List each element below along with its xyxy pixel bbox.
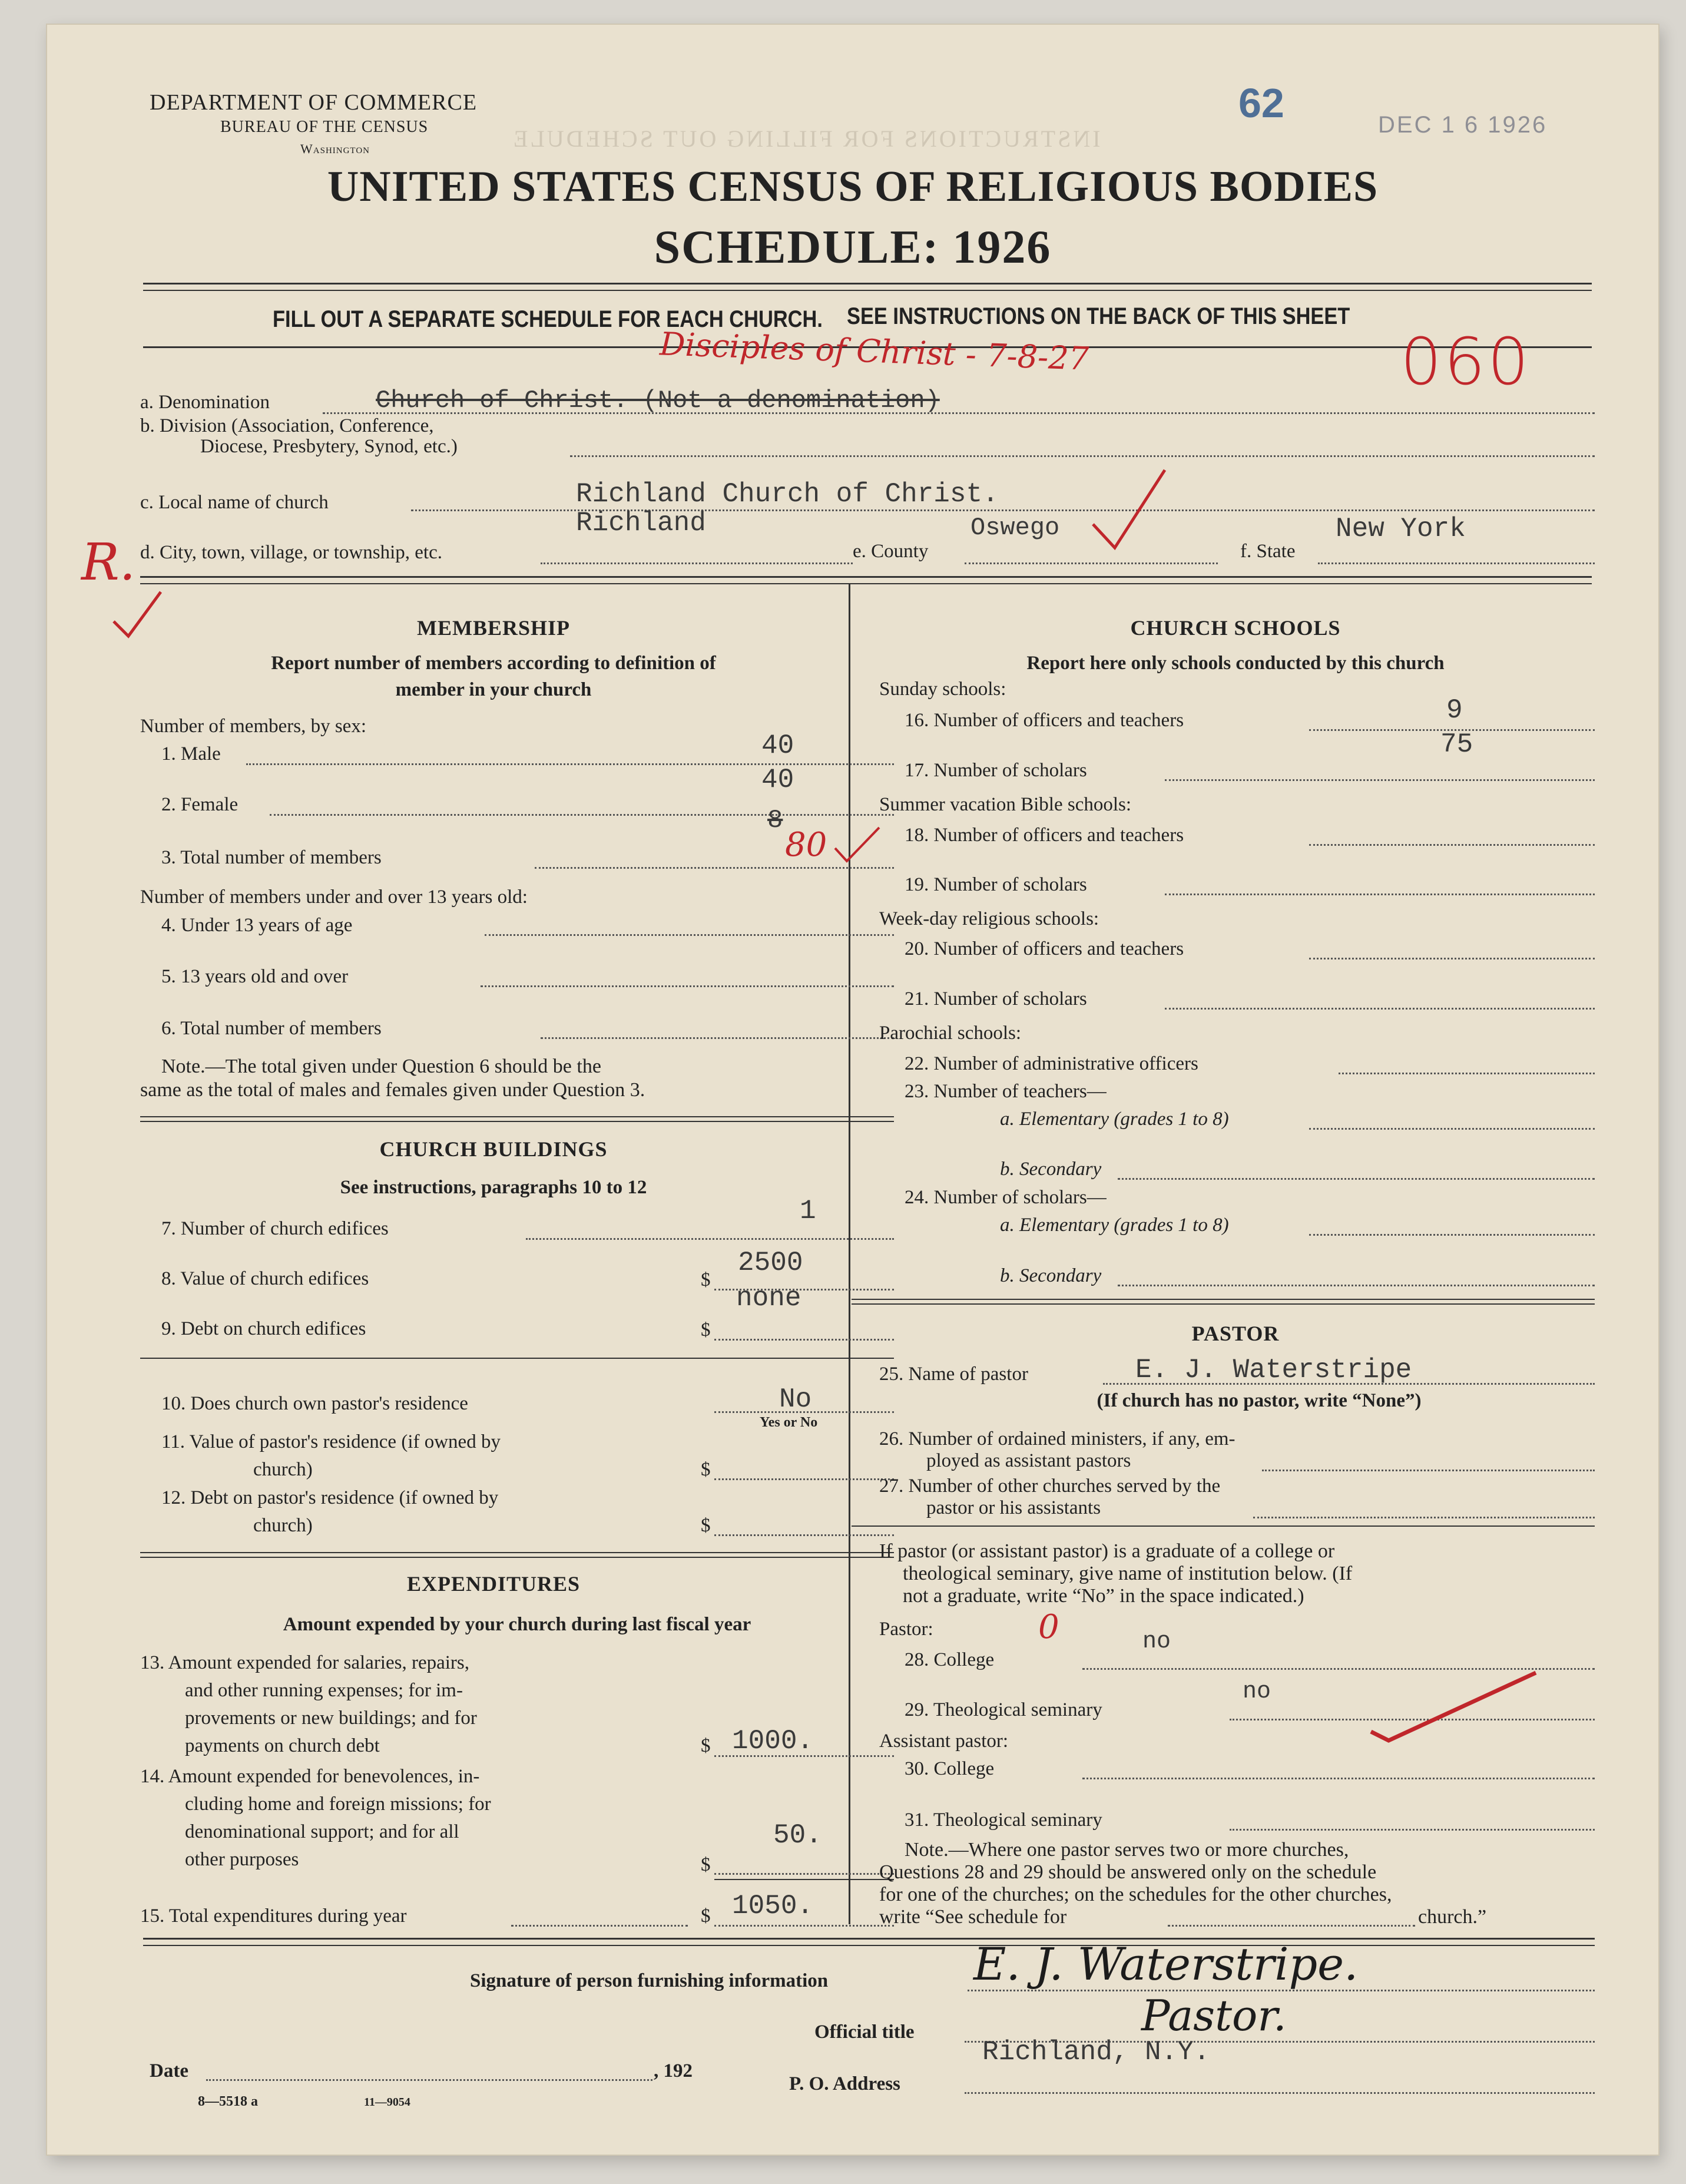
signature-label: Signature of person furnishing information (470, 1970, 829, 1991)
q24a-label: a. Elementary (grades 1 to 8) (1000, 1215, 1229, 1236)
q24b-line (1118, 1285, 1595, 1286)
pastor-note-4b: church.” (1418, 1906, 1487, 1928)
q1-label: 1. Male (161, 743, 221, 765)
title-rule-top (143, 283, 1592, 284)
schools-rule-2 (852, 1303, 1595, 1305)
by-sex-label: Number of members, by sex: (140, 716, 366, 737)
q3-line (535, 867, 894, 869)
pastor-note-2: Questions 28 and 29 should be answered only on the schedule (879, 1861, 1377, 1883)
q6-label: 6. Total number of members (161, 1018, 382, 1039)
q9-value: none (736, 1283, 801, 1313)
q14-label-3: denominational support; and for all (185, 1821, 459, 1842)
q15-value: 1050. (732, 1891, 814, 1921)
date-label: Date (150, 2060, 188, 2082)
official-title-label: Official title (814, 2021, 915, 2043)
q17-value: 75 (1440, 729, 1473, 760)
q24-label: 24. Number of scholars— (905, 1187, 1107, 1208)
graduate-instructions-2: theological seminary, give name of institution below. (If (903, 1563, 1353, 1584)
q23a-label: a. Elementary (grades 1 to 8) (1000, 1108, 1229, 1130)
q15-line (511, 1925, 688, 1927)
pastor-rule (852, 1526, 1595, 1527)
official-title-value: Pastor. (1141, 1991, 1287, 2040)
q24a-line (1309, 1234, 1595, 1236)
q23b-line (1118, 1178, 1595, 1180)
q28-label: 28. College (905, 1649, 995, 1670)
state-line (1318, 562, 1595, 564)
q20-line (1309, 958, 1595, 959)
q26-line (1262, 1470, 1595, 1471)
q28-value: no (1142, 1629, 1171, 1655)
q7-line (526, 1238, 894, 1240)
q20-label: 20. Number of officers and teachers (905, 938, 1184, 959)
local-name-label: c. Local name of church (140, 492, 329, 513)
date-year: , 192 (654, 2060, 693, 2082)
q26-label: 26. Number of ordained ministers, if any, em- (879, 1428, 1235, 1450)
q7-value: 1 (800, 1196, 816, 1226)
membership-rule (140, 1116, 894, 1117)
county-line (965, 562, 1218, 564)
county-value: Oswego (970, 514, 1060, 542)
q18-line (1309, 844, 1595, 846)
buildings-rule-2 (140, 1557, 894, 1558)
pastor-heading: PASTOR (1191, 1322, 1280, 1345)
division-label: b. Division (Association, Conference, (140, 415, 434, 436)
signature-value: E. J. Waterstripe. (973, 1938, 1359, 1990)
form-number: 8—5518 a (198, 2094, 258, 2109)
q14-line (714, 1873, 894, 1875)
q9-dollar: $ (701, 1319, 711, 1341)
graduate-instructions: If pastor (or assistant pastor) is a graduate of a college or (879, 1540, 1335, 1562)
parochial-schools-label: Parochial schools: (879, 1022, 1022, 1044)
instruction-back: SEE INSTRUCTIONS ON THE BACK OF THIS SHEET (847, 303, 1350, 329)
q11-label: 11. Value of pastor's residence (if owned by (161, 1431, 501, 1452)
section-rule-2 (140, 583, 1592, 584)
q30-label: 30. College (905, 1758, 995, 1779)
membership-note: Note.—The total given under Question 6 should be the (161, 1055, 601, 1077)
census-form-page (46, 24, 1659, 2156)
q8-dollar: $ (701, 1269, 711, 1290)
q16-label: 16. Number of officers and teachers (905, 710, 1184, 731)
q31-line (1230, 1829, 1595, 1831)
q11-label-2: church) (253, 1459, 313, 1480)
column-divider (849, 584, 850, 1924)
q4-label: 4. Under 13 years of age (161, 915, 353, 936)
city-value: Richland (576, 508, 706, 538)
pastor-note-3: for one of the churches; on the schedules for the other churches, (879, 1884, 1392, 1905)
q12-dollar: $ (701, 1515, 711, 1536)
q27-label-2: pastor or his assistants (926, 1497, 1101, 1518)
q8-value: 2500 (738, 1247, 803, 1278)
q8-label: 8. Value of church edifices (161, 1268, 369, 1289)
yes-no-hint: Yes or No (760, 1415, 818, 1430)
q11-line (714, 1478, 894, 1480)
division-label-2: Diocese, Presbytery, Synod, etc.) (200, 436, 458, 457)
q2-value: 40 (761, 765, 794, 795)
footer-rule-2 (143, 1945, 1595, 1946)
q24b-label: b. Secondary (1000, 1265, 1102, 1286)
margin-mark: R. (81, 533, 136, 592)
q22-line (1339, 1073, 1595, 1074)
q5-label: 5. 13 years old and over (161, 966, 349, 987)
division-line (570, 455, 1595, 457)
q3-value: 80 (785, 826, 827, 864)
q18-label: 18. Number of officers and teachers (905, 825, 1184, 846)
q14-label: 14. Amount expended for benevolences, in- (140, 1766, 480, 1787)
q21-line (1165, 1008, 1595, 1010)
q17-line (1165, 779, 1595, 781)
buildings-heading: CHURCH BUILDINGS (379, 1137, 608, 1161)
city-label: d. City, town, village, or township, etc. (140, 542, 442, 563)
state-label: f. State (1240, 541, 1296, 562)
q10-line (714, 1411, 894, 1413)
q29-value: no (1243, 1679, 1271, 1705)
q4-line (485, 934, 894, 936)
q13-label-4: payments on church debt (185, 1735, 380, 1756)
q9-line (714, 1339, 894, 1341)
expenditures-heading: EXPENDITURES (406, 1572, 581, 1596)
sunday-schools-label: Sunday schools: (879, 679, 1006, 700)
q10-label: 10. Does church own pastor's residence (161, 1393, 468, 1414)
pastor-subhead: Pastor: (879, 1619, 933, 1640)
q3-check-icon (832, 825, 885, 866)
q25-label: 25. Name of pastor (879, 1364, 1028, 1385)
assistant-subhead: Assistant pastor: (879, 1730, 1009, 1752)
q9-label: 9. Debt on church edifices (161, 1318, 366, 1339)
q2-label: 2. Female (161, 794, 239, 815)
q6-line (541, 1037, 894, 1039)
membership-note-2: same as the total of males and females given under Question 3. (140, 1079, 645, 1101)
po-address-value: Richland, N.Y. (982, 2037, 1210, 2067)
q1-line (246, 763, 894, 765)
q23b-label: b. Secondary (1000, 1159, 1102, 1180)
q5-line (481, 985, 894, 987)
buildings-mid-rule (140, 1358, 894, 1359)
q25-note: (If church has no pastor, write “None”) (1097, 1390, 1422, 1411)
q22-label: 22. Number of administrative officers (905, 1053, 1198, 1074)
stamp-number: 62 (1238, 80, 1284, 126)
q14-label-4: other purposes (185, 1849, 299, 1870)
dept-name: DEPARTMENT OF COMMERCE (150, 90, 478, 115)
q23a-line (1309, 1128, 1595, 1130)
q16-value: 9 (1446, 695, 1463, 726)
buildings-intro: See instructions, paragraphs 10 to 12 (340, 1177, 647, 1198)
q25-value: E. J. Waterstripe (1135, 1355, 1412, 1385)
q13-value: 1000. (732, 1726, 814, 1756)
membership-heading: MEMBERSHIP (416, 616, 570, 640)
q27-line (1253, 1517, 1595, 1518)
q7-label: 7. Number of church edifices (161, 1218, 389, 1239)
denomination-label: a. Denomination (140, 392, 270, 413)
q11-dollar: $ (701, 1459, 711, 1480)
title-rule-top2 (143, 290, 1592, 291)
print-number: 11—9054 (364, 2096, 410, 2109)
po-address-line (965, 2092, 1595, 2094)
q21-label: 21. Number of scholars (905, 988, 1087, 1010)
q19-line (1165, 894, 1595, 895)
membership-rule-2 (140, 1121, 894, 1122)
pastor-note-4: write “See schedule for (879, 1906, 1067, 1928)
q31-label: 31. Theological seminary (905, 1809, 1102, 1831)
denomination-value: Church of Christ. (Not a denomination) (376, 386, 940, 415)
q1-value: 40 (761, 730, 794, 761)
q2-line (270, 814, 894, 816)
q14-label-2: cluding home and foreign missions; for (185, 1793, 491, 1815)
city-name: Washington (300, 141, 370, 156)
q10-value: No (779, 1384, 812, 1415)
q14-dollar: $ (701, 1854, 711, 1875)
q14-rule (714, 1879, 894, 1880)
q30-line (1082, 1778, 1595, 1779)
q15-label: 15. Total expenditures during year (140, 1905, 407, 1927)
denomination-line (323, 412, 1595, 414)
q13-dollar: $ (701, 1735, 711, 1756)
schools-rule (852, 1299, 1595, 1300)
schedule-title: SCHEDULE: 1926 (654, 221, 1052, 273)
instruction-separate: FILL OUT A SEPARATE SCHEDULE FOR EACH CHURCH. (273, 306, 823, 332)
local-name-value: Richland Church of Christ. (576, 479, 999, 509)
membership-intro-2: member in your church (395, 679, 592, 700)
received-date-stamp: DEC 1 6 1926 (1378, 112, 1548, 138)
approval-check-icon (1365, 1667, 1542, 1749)
q2-struck-value: 8 (767, 806, 783, 835)
red-denomination-note: Disciples of Christ - 7-8-27 (659, 325, 1090, 378)
q12-line (714, 1534, 894, 1536)
footer-rule (143, 1938, 1595, 1940)
by-age-label: Number of members under and over 13 years old: (140, 886, 528, 908)
county-label: e. County (853, 541, 929, 562)
q12-label: 12. Debt on pastor's residence (if owned by (161, 1487, 499, 1508)
section-rule (140, 576, 1592, 578)
form-title: UNITED STATES CENSUS OF RELIGIOUS BODIES (327, 163, 1379, 211)
q26-label-2: ployed as assistant pastors (926, 1450, 1131, 1471)
weekday-schools-label: Week-day religious schools: (879, 908, 1099, 929)
q19-label: 19. Number of scholars (905, 874, 1087, 895)
q13-label: 13. Amount expended for salaries, repairs, (140, 1652, 470, 1673)
q23-label: 23. Number of teachers— (905, 1081, 1107, 1102)
q13-label-3: provements or new buildings; and for (185, 1708, 477, 1729)
schools-heading: CHURCH SCHOOLS (1130, 616, 1341, 640)
q3-label: 3. Total number of members (161, 847, 382, 868)
pastor-note-line (1168, 1925, 1415, 1927)
red-code: 060 (1400, 324, 1531, 399)
q29-label: 29. Theological seminary (905, 1699, 1102, 1720)
check-mark-icon (1088, 465, 1171, 554)
buildings-rule (140, 1552, 894, 1553)
bleed-through-heading: INSTRUCTIONS FOR FILLING OUT SCHEDULE (511, 125, 1101, 152)
vacation-schools-label: Summer vacation Bible schools: (879, 794, 1132, 815)
q17-label: 17. Number of scholars (905, 760, 1087, 781)
q14-value: 50. (773, 1820, 822, 1851)
q15-value-line (714, 1925, 894, 1927)
city-line (541, 562, 853, 564)
q13-label-2: and other running expenses; for im- (185, 1680, 463, 1701)
graduate-instructions-3: not a graduate, write “No” in the space indicated.) (903, 1585, 1304, 1607)
date-line (206, 2079, 652, 2081)
po-address-label: P. O. Address (789, 2073, 900, 2094)
q15-dollar: $ (701, 1905, 711, 1927)
membership-intro: Report number of members according to definition of (271, 653, 716, 674)
bureau-name: BUREAU OF THE CENSUS (220, 118, 429, 136)
schools-intro: Report here only schools conducted by this church (1026, 653, 1445, 674)
state-value: New York (1336, 514, 1466, 544)
q27-label: 27. Number of other churches served by the (879, 1475, 1221, 1497)
expenditures-intro: Amount expended by your church during last fiscal year (283, 1614, 751, 1635)
pastor-note: Note.—Where one pastor serves two or more churches, (905, 1839, 1349, 1861)
pastor-mark: 0 (1038, 1608, 1059, 1646)
q12-label-2: church) (253, 1515, 313, 1536)
